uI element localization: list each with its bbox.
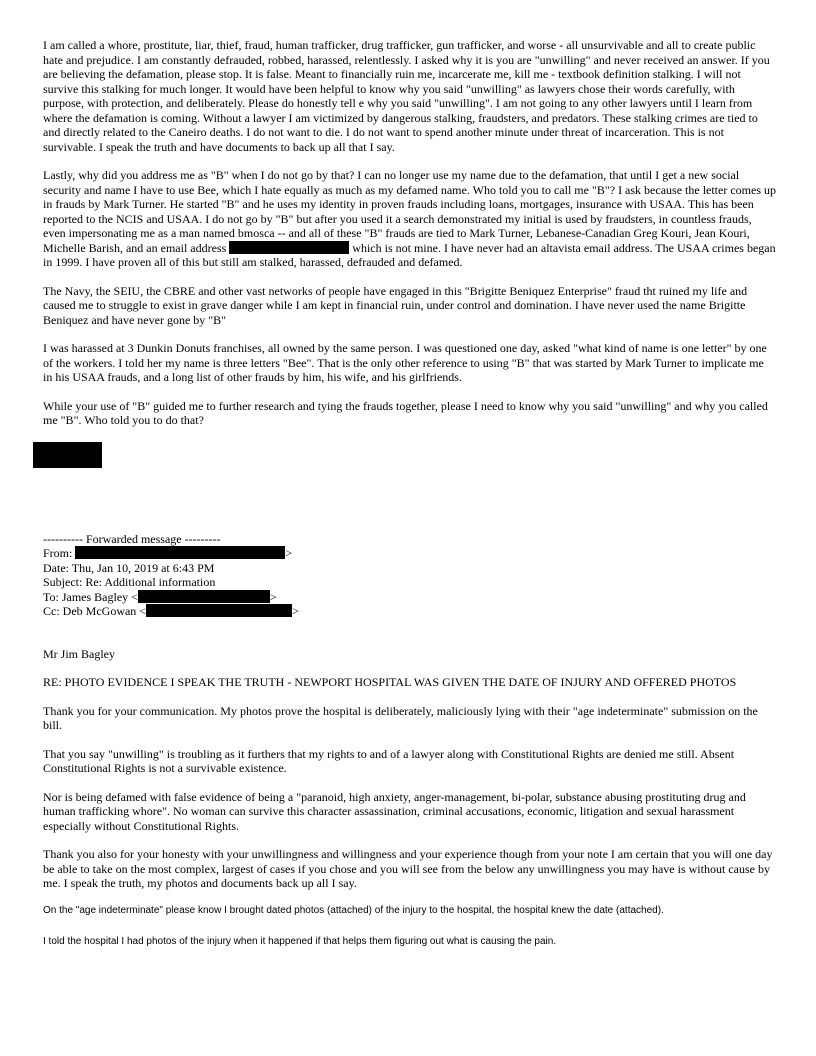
forwarded-date: Date: Thu, Jan 10, 2019 at 6:43 PM — [43, 560, 215, 575]
letter-paragraph-3: The Navy, the SEIU, the CBRE and other vast networks of people have engaged in this "Brigitte Beniquez Enterprise" fraud tht ruined my life and caused me to struggle to exist in grave danger while I am kept in financial ruin, under control and domination. I have never used the name Brigitte Beniquez and have never gone by "B" — [43, 283, 748, 327]
note-photos-of-injury: I told the hospital I had photos of the injury when it happened if that helps them figuring out what is causing the pain. — [43, 935, 557, 947]
salutation: Mr Jim Bagley — [43, 646, 115, 661]
redacted-email — [229, 241, 349, 254]
forwarded-cc: Cc: Deb McGowan < > — [43, 604, 299, 618]
re-line: RE: PHOTO EVIDENCE I SPEAK THE TRUTH - NEWPORT HOSPITAL WAS GIVEN THE DATE OF INJURY AND OFFERED PHOTOS — [43, 675, 737, 689]
letter-paragraph-2-part-b: which is not mine. I have never had an altavista email address. The USAA crimes began in 1999. I have proven all of this but still am stalked, harassed, defrauded and defamed. — [43, 240, 776, 269]
redacted-cc-address — [146, 604, 292, 617]
letter-paragraph-2 — [43, 168, 776, 270]
letter-paragraph-2-part-a: Lastly, why did you address me as "B" when I do not go by that? I can no longer use my name due to the defamation, that until I get a new social security and name I have to use Bee, which I hate equally as much as my defamed name. Who told you to call me "B"? I ask because the letter comes up in frauds by Mark Turner. He started "B" and he uses my identity in proven frauds including loans, mortgages, insurance with USAA. This has been reported to the NCIS and USAA. I do not go by "B" but after you used it a search demonstrated my initial is used by fraudsters, in countless frauds, even impersonating me as a man named bmosca -- and all of these "B" frauds are tied to Mark Turner, Lebanese-Canadian Greg Kouri, Jean Kouri, Michelle Barish, and an email address — [43, 168, 776, 255]
forwarded-to: To: James Bagley < > — [43, 589, 277, 604]
reply-paragraph-2: That you say "unwilling" is troubling as it furthers that my rights to and of a lawyer along with Constitutional Rights are denied me still. Absent Constitutional Rights is not a survivable existence. — [43, 746, 735, 775]
reply-paragraph-4: Thank you also for your honesty with your unwillingness and willingness and your experience though from your note I am certain that you will one day be able to take on the most complex, largest of cases if you chose and you will see from the below any unwillingness you may have is without cause by me. I speak the truth, my photos and documents back up all I say. — [43, 847, 773, 890]
redacted-signature — [33, 442, 102, 468]
letter-paragraph-4: I was harassed at 3 Dunkin Donuts franchises, all owned by the same person. I was questioned one day, asked "what kind of name is one letter" by one of the workers. I told her my name is three letters "Bee". That is the only other reference to using "B" that was started by Mark Turner to implicate me in his USAA frauds, and a long list of other frauds by him, his wife, and his girlfriends. — [43, 341, 767, 384]
forwarded-title: ---------- Forwarded message --------- — [43, 531, 221, 546]
document-page — [43, 38, 776, 967]
reply-paragraph-1: Thank you for your communication. My photos prove the hospital is deliberately, maliciously lying with their "age indeterminate" submission on the bill. — [43, 703, 758, 732]
reply-paragraph-3: Nor is being defamed with false evidence of being a "paranoid, high anxiety, anger-management, bi-polar, substance abusing prostituting drug and human trafficking whore". No woman can survive this character assassination, criminal accusations, economic, litigation and sexual harassment especially without Constitutional Rights. — [43, 789, 746, 833]
note-age-indeterminate: On the "age indeterminate" please know I brought dated photos (attached) of the injury to the hospital, the hospital knew the date (attached). — [43, 904, 664, 916]
redacted-to-address — [138, 590, 270, 603]
redacted-from-address — [75, 546, 285, 559]
forwarded-from: From: > — [43, 546, 293, 560]
letter-paragraph-1: I am called a whore, prostitute, liar, thief, fraud, human trafficker, drug trafficker, gun trafficker, and worse - all unsurvivable and all to create public hate and prejudice. I am constantly defrauded, robbed, harassed, relentlessly. I asked why it is you are "unwilling" and never received an answer. If you are believing the defamation, please stop. It is false. Meant to financially ruin me, incarcerate me, kill me - textbook definition stalking. I will not survive this stalking for much longer. It would have been helpful to know why you said "unwilling" as lawyers chose their words carefully, with purpose, with protection, and deliberately. Please do honestly tell e why you said "unwilling". I am not going to any other lawyers until I learn from where the defamation is coming. Without a lawyer I am victimized by dangerous stalking, fraudsters, and predators. These stalking crimes are tied to and directly related to the Caneiro deaths. I do not want to die. I do not want to spend another minute under threat of incarceration. This is not survivable. I speak the truth and have documents to back up all that I say. — [43, 38, 770, 154]
forwarded-subject: Subject: Re: Additional information — [43, 575, 216, 589]
letter-paragraph-5: While your use of "B" guided me to further research and tying the frauds together, please I need to know why you said "unwilling" and why you called me "B". Who told you to do that? — [43, 398, 768, 427]
forwarded-header — [43, 532, 776, 619]
